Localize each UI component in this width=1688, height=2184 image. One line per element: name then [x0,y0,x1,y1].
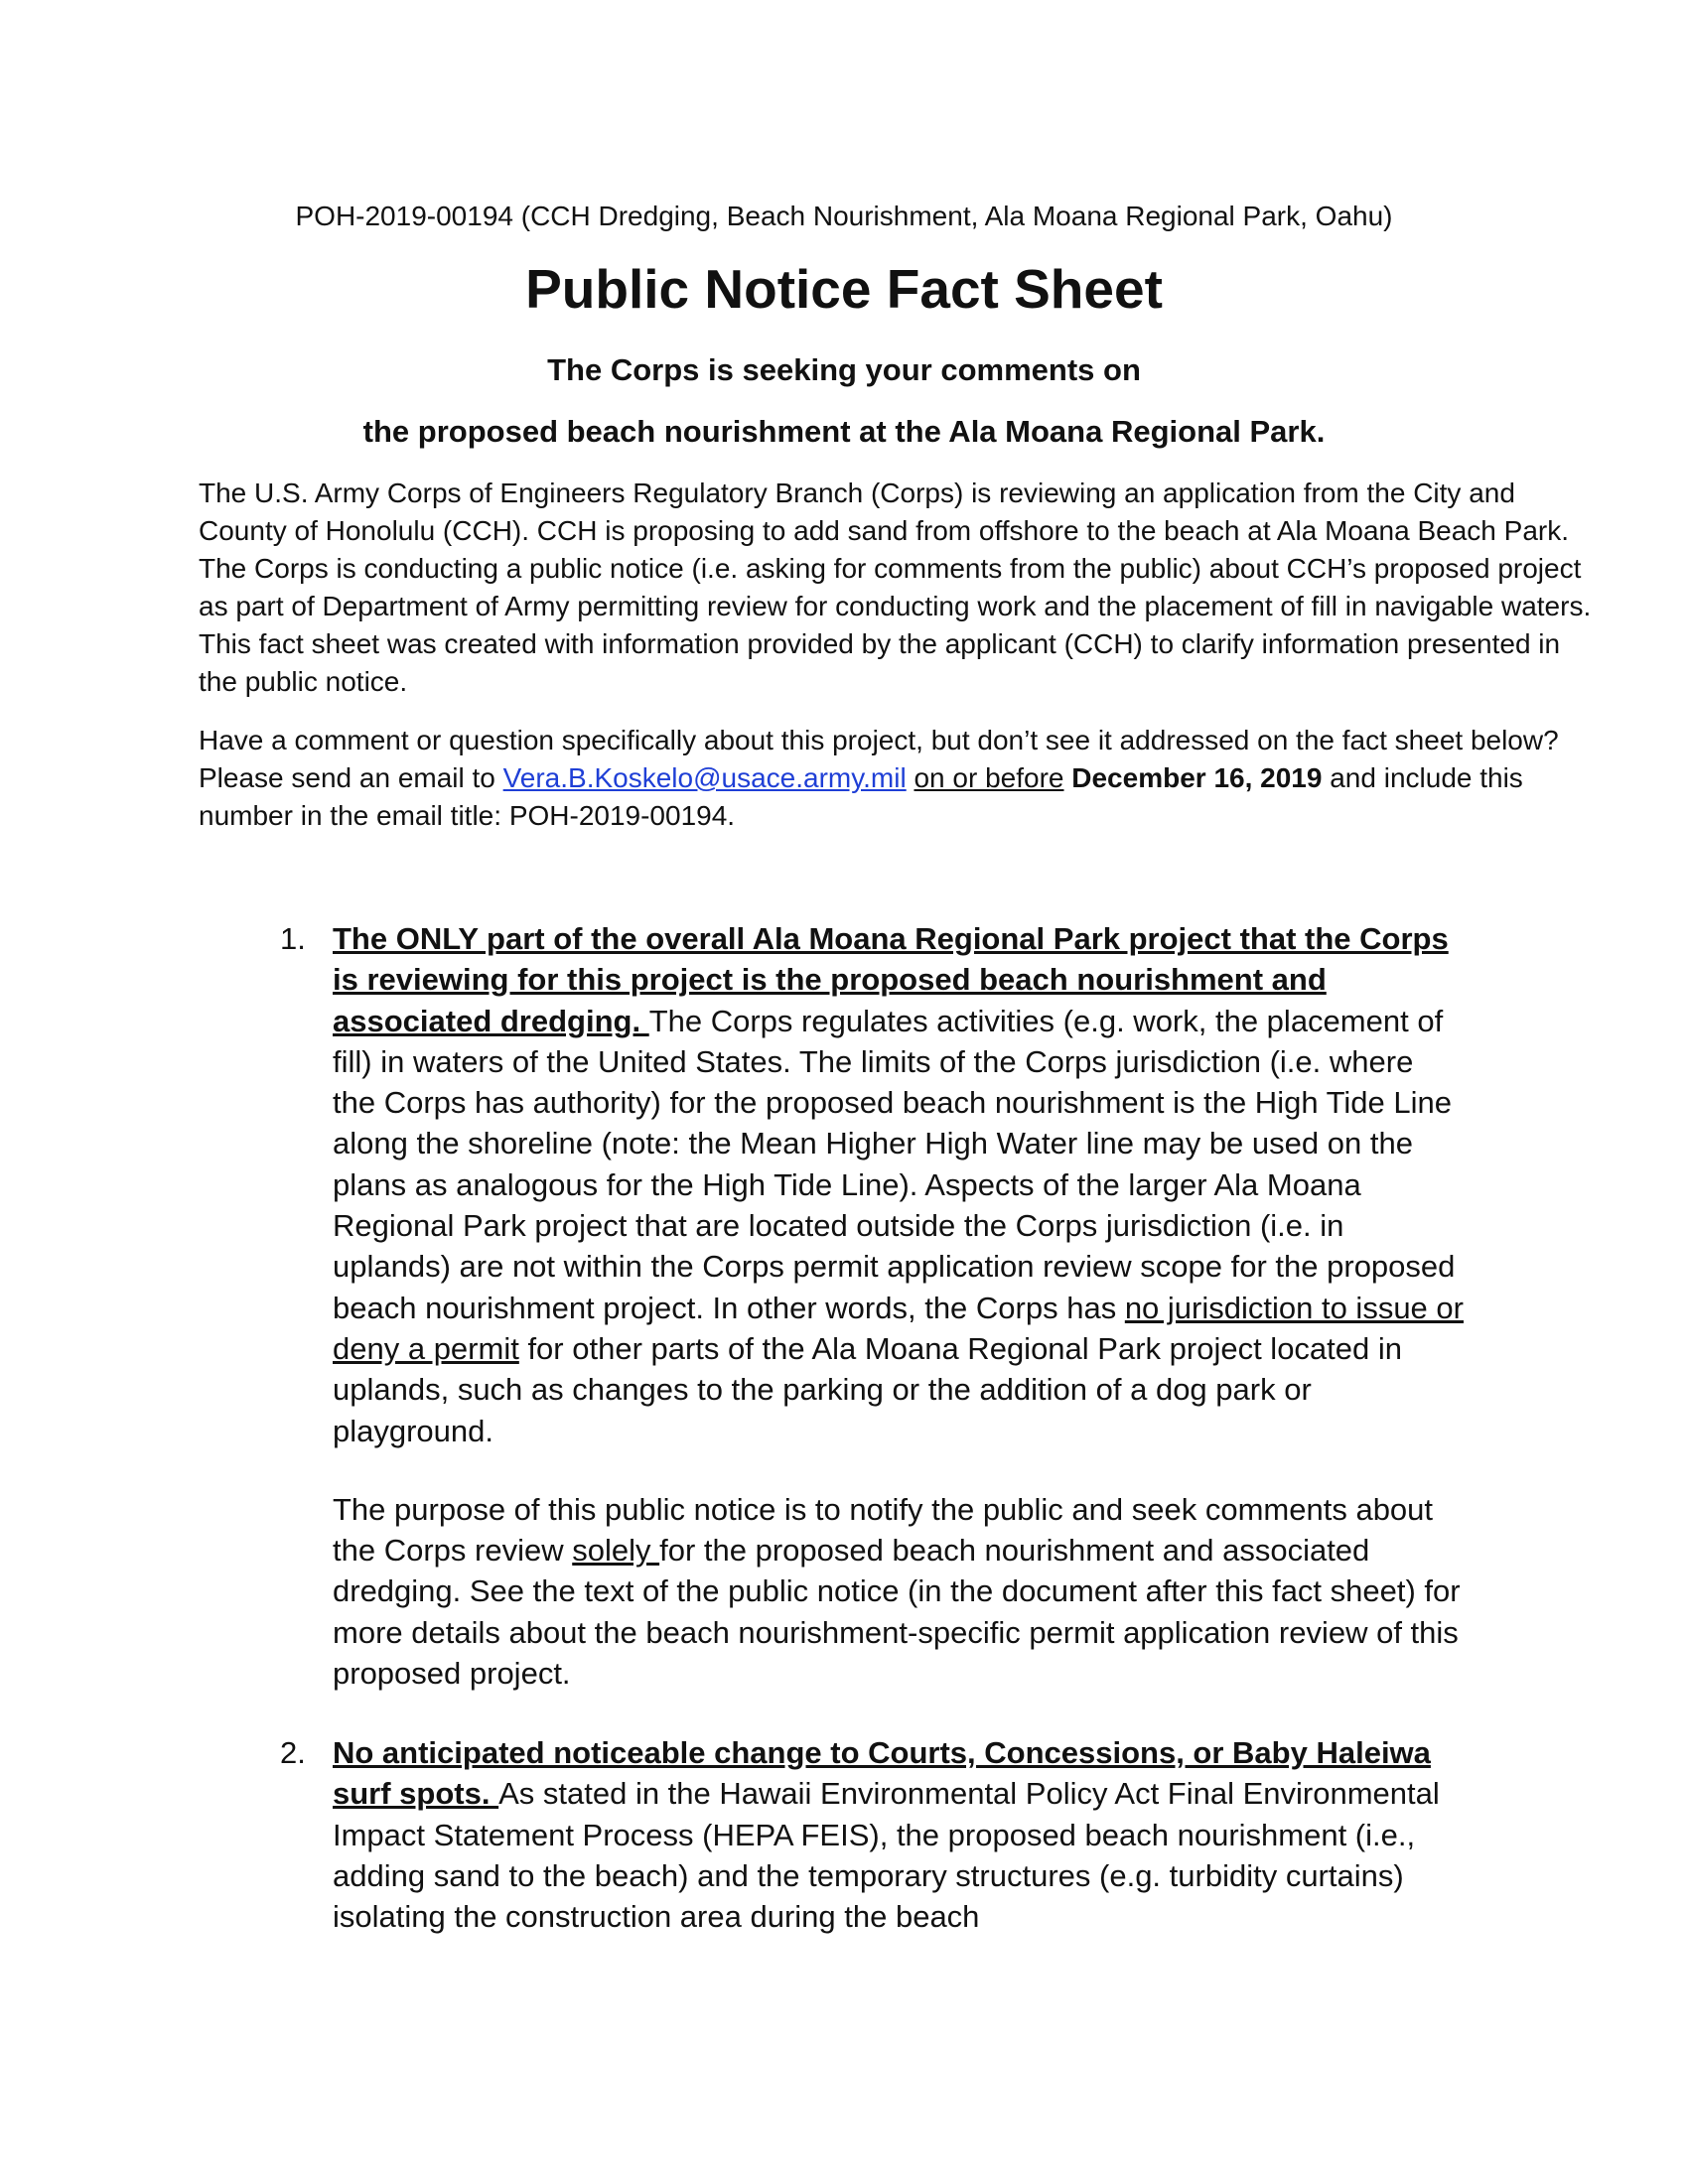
item-1-para2-tail: for the proposed beach nourishment and associated dredging. See the text of the public notice (in the document after this fact sheet) for more details about the beach nourishment-specific permit application review of this proposed project. [333,1533,1461,1692]
paragraph-gap [333,1451,1465,1489]
subtitle-line-1: The Corps is seeking your comments on [547,352,1141,387]
intro-paragraph-2-tail: and include this number in the email title: POH-2019-00194. [199,762,1523,831]
intro-paragraph-1: The U.S. Army Corps of Engineers Regulatory Branch (Corps) is reviewing an application from the City and County of Honolulu (CCH). CCH is proposing to add sand from offshore to the beach at Ala Moana Beach Park. The Corps is conducting a public notice (i.e. asking for comments from the public) about CCH’s proposed project as part of Department of Army permitting review for conducting work and the placement of fill in navigable waters. This fact sheet was created with information provided by the applicant (CCH) to clarify information presented in the public notice. [199,478,1592,697]
contact-email-link[interactable]: Vera.B.Koskelo@usace.army.mil [502,762,907,793]
item-2-number: 2. [280,1735,306,1770]
item-1-para2-underlined: solely [572,1533,660,1569]
item-1-number: 1. [280,921,306,956]
item-1-paragraph-1 [333,918,1465,1451]
item-2-body: As stated in the Hawaii Environmental Policy Act Final Environmental Impact Statement Process (HEPA FEIS), the proposed beach nourishment (i.e., adding sand to the beach) and the temporary structures (e.g. turbidity curtains) isolating the construction area during the beach [333,1776,1440,1935]
item-1-paragraph-2 [333,1489,1465,1694]
deadline-date: December 16, 2019 [1071,762,1323,793]
intro-paragraph-2-lead: Have a comment or question specifically about this project, but don’t see it addressed on the fact sheet below? Please send an email to [199,725,1559,793]
intro-paragraph-2 [199,722,1599,835]
reference-line: POH-2019-00194 (CCH Dredging, Beach Nourishment, Ala Moana Regional Park, Oahu) [295,201,1393,231]
deadline-phrase: on or before [914,762,1064,793]
item-1-para2-lead: The purpose of this public notice is to notify the public and seek comments about the Corps review [333,1491,1434,1569]
fact-item-2 [333,1732,1465,1937]
item-2-paragraph-1 [333,1732,1465,1937]
item-1-body-tail: for other parts of the Ala Moana Regional Park project located in uplands, such as changes to the parking or the addition of a dog park or playground. [333,1330,1403,1448]
subtitle-line-2: the proposed beach nourishment at the Ala Moana Regional Park. [362,414,1326,449]
item-1-heading: The ONLY part of the overall Ala Moana Regional Park project that the Corps is reviewing for this project is the proposed beach nourishment and associated dredging. [333,921,1449,1038]
item-1-body-lead: The Corps regulates activities (e.g. work, the placement of fill) in waters of the United States. The limits of the Corps jurisdiction (i.e. where the Corps has authority) for the proposed beach nourishment is the High Tide Line along the shoreline (note: the Mean Higher High Water line may be used on the plans as analogous for the High Tide Line). Aspects of the larger Ala Moana Regional Park project that are located outside the Corps jurisdiction (i.e. in uplands) are not within the Corps permit application review scope for the proposed beach nourishment project. In other words, the Corps has [333,1003,1456,1325]
page-title: Public Notice Fact Sheet [525,258,1163,320]
fact-item-1 [333,918,1465,1694]
item-1-body-underlined: no jurisdiction to issue or deny a permit [333,1290,1464,1366]
item-2-heading: No anticipated noticeable change to Courts, Concessions, or Baby Haleiwa surf spots. [333,1735,1431,1812]
